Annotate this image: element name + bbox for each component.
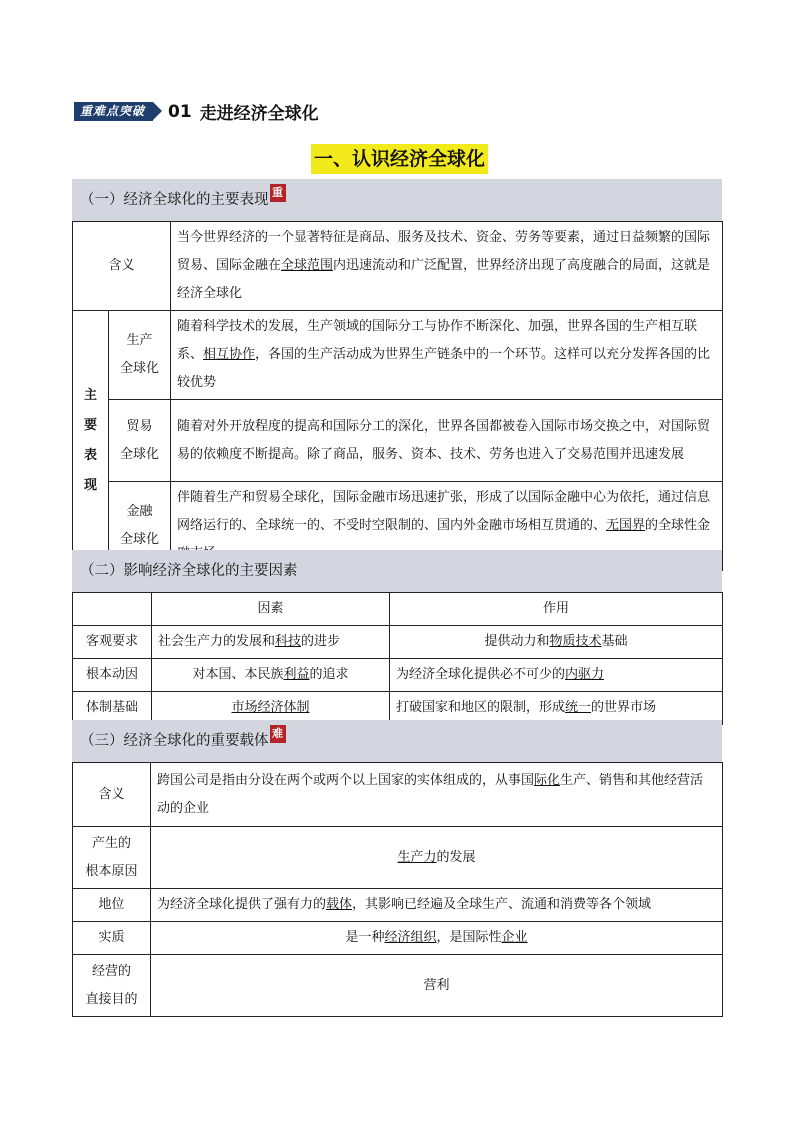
table-header-row — [73, 593, 723, 626]
factor-cell: 社会生产力的发展和科技的进步 — [152, 626, 390, 659]
production-text: 随着科学技术的发展，生产领域的国际分工与协作不断深化、加强，世界各国的生产相互联系、相互协作，各国的生产活动成为世界生产链条中的一个环节。这样可以充分发挥各国的比较优势 — [171, 311, 723, 400]
meaning-label: 含义 — [73, 222, 171, 311]
finance-text: 伴随着生产和贸易全球化，国际金融市场迅速扩张，形成了以国际金融中心为依托，通过信息网络运行的、全球统一的、不受时空限制的、国内外金融市场相互贯通的、无国界的全球性金 — [171, 482, 723, 571]
group-heading-2 — [72, 550, 722, 592]
goal-text: 营利 — [151, 955, 723, 1017]
meaning-label: 含义 — [73, 763, 151, 827]
header-empty-cell — [73, 593, 152, 626]
status-label: 地位 — [73, 889, 151, 922]
table-row — [73, 626, 723, 659]
effect-cell: 提供动力和物质技术基础 — [390, 626, 723, 659]
group-heading-3 — [72, 720, 722, 762]
trade-text: 随着对外开放程度的提高和国际分工的深化，世界各国都被卷入国际市场交换之中，对国际贸易的依赖度不断提高。除了商品，服务、资本、技术、劳务也进入了交易范围并迅速发展 — [171, 400, 723, 482]
table-row — [73, 311, 723, 400]
table-row — [73, 922, 723, 955]
goal-label: 经营的 直接目的 — [73, 955, 151, 1017]
effect-cell: 打破国家和地区的限制，形成统一的世界市场 — [390, 692, 723, 725]
header-effect: 作用 — [390, 593, 723, 626]
essence-text: 是一种经济组织，是国际性企业 — [151, 922, 723, 955]
trade-label: 贸易 全球化 — [109, 400, 171, 482]
row-label: 客观要求 — [73, 626, 152, 659]
main-manifestation-label: 主要表现 — [73, 311, 109, 571]
table-row — [73, 659, 723, 692]
group-heading-1 — [72, 179, 722, 221]
lesson-number: 01 — [168, 101, 192, 122]
essence-label: 实质 — [73, 922, 151, 955]
factor-cell: 对本国、本民族利益的追求 — [152, 659, 390, 692]
group-heading-1-text: （一）经济全球化的主要表现 — [80, 192, 269, 208]
lesson-title: 走进经济全球化 — [199, 104, 319, 124]
group-heading-3-text: （三）经济全球化的重要载体 — [80, 733, 269, 749]
group-heading-2-text: （二）影响经济全球化的主要因素 — [80, 563, 298, 579]
table-row — [73, 400, 723, 482]
meaning-text: 当今世界经济的一个显著特征是商品、服务及技术、资金、劳务等要素，通过日益频繁的国际贸易、国际金融在全球范围内迅速流动和广泛配置，世界经济出现了高度融合的局面，这就是经济全球化 — [171, 222, 723, 311]
production-label: 生产 全球化 — [109, 311, 171, 400]
factor-cell: 市场经济体制 — [152, 692, 390, 725]
finance-label: 金融 全球化 — [109, 482, 171, 571]
table-carrier — [72, 762, 723, 1017]
effect-cell: 为经济全球化提供必不可少的内驱力 — [390, 659, 723, 692]
table-row — [73, 222, 723, 311]
header-bar — [74, 101, 319, 122]
table-row — [73, 763, 723, 827]
table-row — [73, 955, 723, 1017]
table-main-manifestations — [72, 221, 723, 571]
table-row — [73, 827, 723, 889]
section-title: 一、认识经济全球化 — [311, 144, 488, 174]
category-tag: 重难点突破 — [74, 102, 153, 121]
origin-label: 产生的 根本原因 — [73, 827, 151, 889]
row-label: 根本动因 — [73, 659, 152, 692]
table-row — [73, 889, 723, 922]
key-point-badge: 重 — [270, 184, 286, 202]
row-label: 体制基础 — [73, 692, 152, 725]
table-influencing-factors — [72, 592, 723, 725]
header-factor: 因素 — [152, 593, 390, 626]
meaning-text: 跨国公司是指由分设在两个或两个以上国家的实体组成的，从事国际化生产、销售和其他经营活动的企业 — [151, 763, 723, 827]
origin-text: 生产力的发展 — [151, 827, 723, 889]
status-text: 为经济全球化提供了强有力的载体，其影响已经遍及全球生产、流通和消费等各个领域 — [151, 889, 723, 922]
difficulty-badge: 难 — [270, 725, 286, 743]
